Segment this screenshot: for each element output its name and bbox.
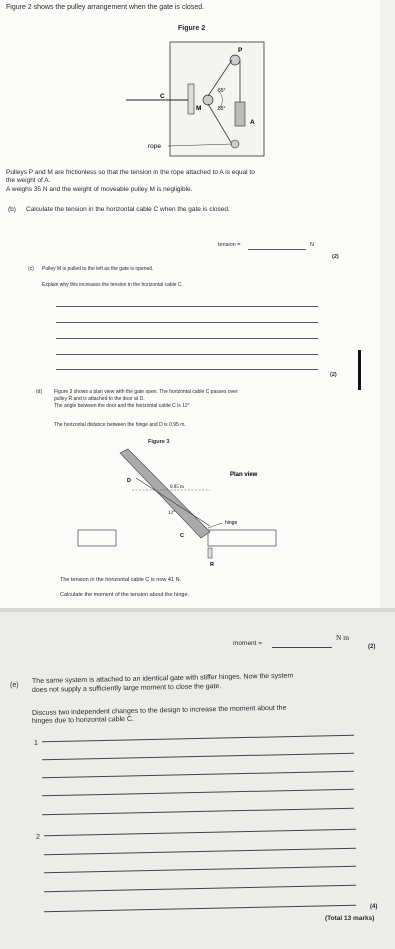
qc-answer-line xyxy=(56,354,318,355)
qe-answer-line xyxy=(42,808,354,816)
fig3-label-dist: 0.95 m xyxy=(170,485,184,490)
margin-bar xyxy=(358,350,361,390)
qe-item-1: 1 xyxy=(34,740,38,747)
qc-answer-line xyxy=(56,322,318,323)
gate-post xyxy=(188,84,194,114)
qd-calc-text: Calculate the moment of the tension about the hinge. xyxy=(60,592,190,598)
moment-answer-line xyxy=(272,647,332,648)
moment-unit: N m xyxy=(336,633,350,642)
qd-text-3: The angle between the door and the horizontal cable C is 12°. xyxy=(54,403,192,409)
qe-answer-line xyxy=(42,735,354,743)
qb-unit: N xyxy=(310,242,314,248)
qe-number: (e) xyxy=(10,682,19,689)
wall-right xyxy=(208,530,276,546)
qd-text-2: pulley R and is attached to the door at D. xyxy=(54,396,145,402)
qb-marks: (2) xyxy=(332,254,339,260)
moment-marks: (2) xyxy=(368,644,376,650)
qb-answer-label: tension = xyxy=(218,242,241,248)
fig3-label-angle: 12° xyxy=(168,511,175,516)
rope-anchor xyxy=(231,140,239,148)
qe-item-2: 2 xyxy=(36,834,40,841)
qe-answer-line xyxy=(42,753,354,761)
qb-text: Calculate the tension in the horizontal cable C when the gate is closed. xyxy=(26,206,230,213)
angle-top-label: 55° xyxy=(218,88,226,94)
pulley-p xyxy=(230,55,240,65)
fig3-label-hinge: hinge xyxy=(225,520,238,526)
qe-answer-line xyxy=(44,848,356,856)
qd-tension-text: The tension in the horizontal cable C is now 41 N. xyxy=(60,577,182,583)
para-1: Pulleys P and M are frictionless so that the tension in the rope attached to A is equal to xyxy=(6,169,255,176)
para-3: A weighs 35 N and the weight of moveable pulley M is negligible. xyxy=(6,186,193,193)
worksheet-page-2 xyxy=(0,612,395,949)
figure2-frame xyxy=(170,42,264,156)
intro-text: Figure 2 shows the pulley arrangement when the gate is closed. xyxy=(6,4,205,11)
pulley-m xyxy=(203,95,213,105)
qe-answer-line xyxy=(42,789,354,797)
angle-bottom-label: 55° xyxy=(218,106,226,112)
label-c: C xyxy=(160,93,165,100)
qd-text-4: The horizontal distance between the hinge and D is 0.95 m. xyxy=(54,422,186,428)
weight-a xyxy=(235,102,245,126)
para-2: the weight of A. xyxy=(6,177,51,184)
qb-answer-line xyxy=(248,249,306,250)
qc-answer-line xyxy=(56,306,318,307)
qd-number: (d) xyxy=(36,389,43,395)
qe-answer-line xyxy=(44,829,356,837)
qe-text-3: Discuss two independent changes to the design to increase the moment about the xyxy=(31,704,287,717)
fig3-label-c: C xyxy=(180,533,184,539)
gate-door xyxy=(120,449,210,538)
qc-number: (c) xyxy=(28,266,34,272)
fig3-plan-view: Plan view xyxy=(230,472,258,478)
figure3-title: Figure 3 xyxy=(148,439,170,445)
qc-text-2: Explain why this increases the tension in the horizontal cable C. xyxy=(42,282,183,288)
qc-answer-line xyxy=(56,338,318,339)
label-m: M xyxy=(196,105,202,112)
qc-marks: (2) xyxy=(330,372,337,378)
qc-text: Pulley M is pulled to the left as the gate is opened. xyxy=(42,266,154,272)
wall-left xyxy=(78,530,116,546)
figure2-diagram xyxy=(120,40,280,160)
pulley-r xyxy=(208,548,212,558)
moment-answer-label: moment = xyxy=(233,640,263,647)
qe-text-4: hinges due to horizontal cable C. xyxy=(31,715,135,725)
total-marks: (Total 13 marks) xyxy=(325,915,375,922)
figure2-title: Figure 2 xyxy=(178,25,206,32)
qe-text: The same system is attached to an identical gate with stiffer hinges. Now the system xyxy=(31,672,294,685)
fig3-label-r: R xyxy=(210,562,214,568)
figure3-diagram xyxy=(70,448,290,570)
qe-answer-line xyxy=(44,905,356,913)
qe-answer-line xyxy=(42,771,354,779)
qe-text-2: does not supply a sufficiently large moment to close the gate. xyxy=(31,683,222,694)
label-p: P xyxy=(238,47,243,54)
qe-marks: (4) xyxy=(370,904,378,910)
qe-answer-line xyxy=(44,885,356,893)
qe-answer-line xyxy=(44,866,356,874)
hinge-leader xyxy=(208,523,222,528)
qb-number: (b) xyxy=(8,206,16,213)
qc-answer-line xyxy=(56,369,318,370)
label-a: A xyxy=(250,119,255,126)
qd-text: Figure 3 shows a plan view with the gate open. The horizontal cable C passes over xyxy=(54,389,238,395)
fig3-label-d: D xyxy=(127,478,131,484)
label-rope: rope xyxy=(148,143,162,150)
